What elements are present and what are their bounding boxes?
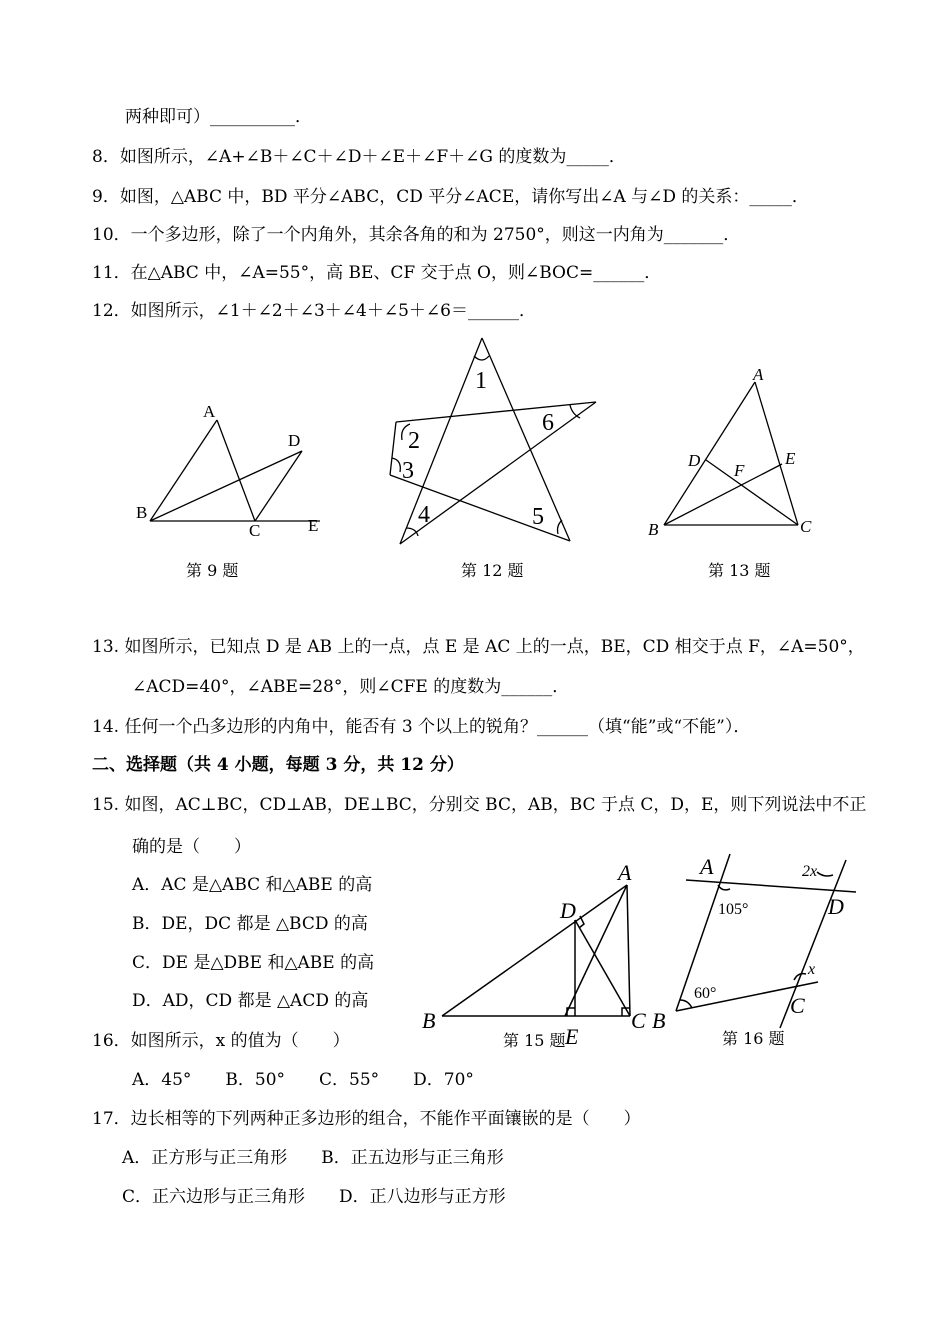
- q15-option-b: B．DE，DC 都是 △BCD 的高: [132, 914, 368, 934]
- figure-12: [380, 330, 610, 550]
- question-12: 12．如图所示，∠1＋∠2＋∠3＋∠4＋∠5＋∠6＝______．: [92, 301, 536, 321]
- fig15-label-b: B: [422, 1008, 436, 1033]
- fig13-label-f: F: [734, 461, 745, 480]
- question-15-line2: 确的是（ ）: [132, 837, 251, 857]
- figure-16: [650, 850, 870, 1033]
- fig13-line-cd: [706, 460, 798, 525]
- fig13-label-e: E: [785, 449, 796, 468]
- fig12-label-2: 2: [408, 428, 420, 454]
- fig9-label-b: B: [136, 503, 148, 522]
- section-2-heading: 二、选择题（共 4 小题，每题 3 分，共 12 分）: [92, 755, 464, 775]
- fig15-label-e: E: [565, 1024, 579, 1049]
- question-9: 9．如图，△ABC 中，BD 平分∠ABC，CD 平分∠ACE，请你写出∠A 与∠D 的关系：_____．: [92, 187, 809, 207]
- fig16-label-d: D: [828, 894, 844, 919]
- question-13-line2: ∠ACD=40°，∠ABE=28°，则∠CFE 的度数为______．: [132, 677, 570, 697]
- q15-option-c: C．DE 是△DBE 和△ABE 的高: [132, 953, 375, 973]
- fig16-label-60: 60°: [694, 985, 717, 1002]
- q16-options: A．45° B．50° C．55° D．70°: [132, 1070, 474, 1090]
- fig13-label-a: A: [753, 365, 764, 384]
- q15-option-a: A．AC 是△ABC 和△ABE 的高: [132, 875, 373, 895]
- fig16-arc-60: [680, 1000, 692, 1008]
- fig9-caption: 第 9 题: [186, 561, 239, 580]
- fig9-label-e: E: [308, 516, 319, 535]
- fig12-arc-6: [570, 405, 580, 418]
- question-16: 16．如图所示，x 的值为（ ）: [92, 1031, 350, 1051]
- fig16-label-a: A: [700, 854, 714, 879]
- fig12-label-6: 6: [542, 410, 554, 436]
- fig12-label-1: 1: [475, 368, 487, 394]
- fig16-label-105: 105°: [718, 901, 749, 918]
- fig15-label-a: A: [618, 860, 632, 885]
- fig16-label-2x: 2x: [802, 863, 818, 880]
- q7-tail: 两种即可）__________．: [125, 107, 312, 127]
- q15-option-d: D．AD，CD 都是 △ACD 的高: [132, 991, 369, 1011]
- q17-options-cd: C．正六边形与正三角形 D．正八边形与正方形: [122, 1187, 506, 1207]
- fig9-label-a: A: [203, 402, 216, 421]
- question-13-line1: 13. 如图所示，已知点 D 是 AB 上的一点，点 E 是 AC 上的一点，BE，CD 相交于点 F，∠A=50°，: [92, 637, 865, 657]
- fig16-caption: 第 16 题: [722, 1029, 785, 1048]
- fig13-label-d: D: [688, 451, 701, 470]
- fig12-label-5: 5: [532, 504, 544, 530]
- fig12-caption: 第 12 题: [461, 561, 524, 580]
- q17-options-ab: A．正方形与正三角形 B．正五边形与正三角形: [122, 1148, 504, 1168]
- fig9-label-d: D: [288, 431, 301, 450]
- question-11: 11．在△ABC 中，∠A=55°，高 BE、CF 交于点 O，则∠BOC=______．: [92, 263, 662, 283]
- fig13-caption: 第 13 题: [708, 561, 771, 580]
- fig12-side-5: [390, 422, 396, 475]
- fig12-arc-3: [392, 458, 400, 472]
- fig12-label-3: 3: [402, 458, 414, 484]
- question-17: 17．边长相等的下列两种正多边形的组合，不能作平面镶嵌的是（ ）: [92, 1109, 641, 1129]
- fig16-arc-2x: [817, 872, 833, 876]
- question-14: 14. 任何一个凸多边形的内角中，能否有 3 个以上的锐角？______（填“能”或“不能”）．: [92, 717, 751, 737]
- fig13-label-b: B: [648, 520, 659, 539]
- fig15-label-c: C: [631, 1008, 646, 1033]
- fig16-label-b: B: [652, 1008, 666, 1033]
- fig16-label-c: C: [790, 993, 805, 1018]
- fig9-line-ac: [217, 420, 255, 521]
- question-15-line1: 15. 如图，AC⊥BC，CD⊥AB，DE⊥BC，分别交 BC，AB，BC 于点 C，D，E，则下列说法中不正: [92, 795, 867, 815]
- fig13-side-ab: [664, 382, 755, 525]
- fig12-side-6: [396, 402, 596, 422]
- fig12-arc-1: [474, 356, 489, 360]
- fig13-line-be: [664, 464, 782, 525]
- fig15-caption: 第 15 题: [503, 1031, 566, 1050]
- fig12-side-2: [482, 338, 570, 541]
- figure-9: [130, 398, 330, 548]
- fig15-side-ac: [627, 885, 630, 1016]
- fig13-label-c: C: [800, 517, 812, 536]
- figure-15: [420, 860, 660, 1050]
- fig16-label-x: x: [808, 961, 816, 978]
- figure-13: [640, 360, 830, 540]
- fig12-label-4: 4: [418, 502, 430, 528]
- fig15-line-dc: [575, 920, 630, 1016]
- fig16-line-ad: [686, 880, 856, 892]
- fig15-side-ab: [442, 885, 627, 1016]
- question-8: 8．如图所示，∠A+∠B＋∠C＋∠D＋∠E＋∠F＋∠G 的度数为_____．: [92, 147, 626, 167]
- question-10: 10．一个多边形，除了一个内角外，其余各角的和为 2750°，则这一内角为_______．: [92, 225, 741, 245]
- fig9-label-c: C: [249, 521, 261, 540]
- fig15-label-d: D: [560, 898, 576, 923]
